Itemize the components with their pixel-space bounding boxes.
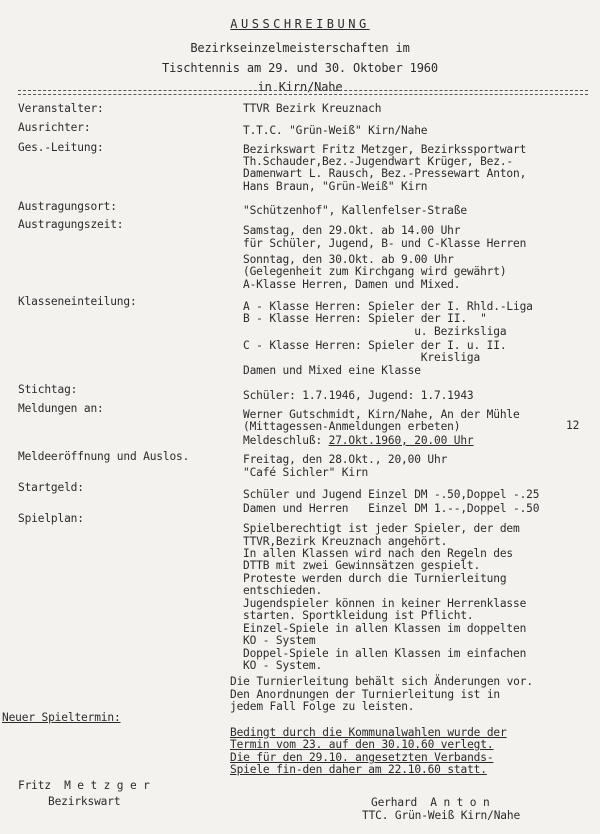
document-title: AUSSCHREIBUNG bbox=[230, 17, 370, 31]
neuer-termin-line: Bedingt durch die Kommunalwahlen wurde der bbox=[230, 726, 507, 739]
field-value-ort: "Schützenhof", Kallenfelser-Straße bbox=[243, 204, 467, 217]
field-label-klassen: Klasseneinteilung: bbox=[18, 295, 137, 308]
header-line-2: Tischtennis am 29. und 30. Oktober 1960 bbox=[162, 61, 438, 75]
klassen-line: Damen und Mixed eine Klasse bbox=[243, 364, 421, 377]
startgeld-line: Schüler und Jugend Einzel DM -.50,Doppel -.25 bbox=[243, 488, 540, 501]
leitung-line: Th.Schauder,Bez.-Jugendwart Krüger, Bez.- bbox=[243, 155, 514, 168]
field-label-veranstalter: Veranstalter: bbox=[18, 102, 104, 115]
klassen-line: Kreisliga bbox=[243, 351, 481, 364]
zeit-line: für Schüler, Jugend, B- und C-Klasse Herren bbox=[243, 237, 527, 250]
header-line-3: in Kirn/Nahe bbox=[257, 80, 343, 94]
spielplan-line: Spielberechtigt ist jeder Spieler, der dem bbox=[243, 522, 520, 535]
klassen-line: u. Bezirksliga bbox=[243, 325, 507, 338]
meldeschluss-line bbox=[243, 435, 474, 447]
signature-right-role: TTC. Grün-Weiß Kirn/Nahe bbox=[362, 809, 521, 822]
startgeld-line: Damen und Herren Einzel DM 1.--,Doppel -.50 bbox=[243, 502, 540, 515]
field-label-stichtag: Stichtag: bbox=[18, 383, 78, 396]
field-label-auslosung: Meldeeröffnung und Auslos. bbox=[18, 450, 190, 463]
auslosung-line: Freitag, den 28.Okt., 20,00 Uhr bbox=[243, 453, 448, 466]
spielplan-line: Doppel-Spiele in allen Klassen im einfachen bbox=[243, 647, 527, 660]
field-value-ausrichter: T.T.C. "Grün-Weiß" Kirn/Nahe bbox=[243, 124, 428, 137]
zeit-line: Sonntag, den 30.Okt. ab 9.00 Uhr bbox=[243, 253, 454, 266]
header-line-1: Bezirkseinzelmeisterschaften im bbox=[190, 41, 410, 55]
spielplan-line: Proteste werden durch die Turnierleitung bbox=[243, 572, 507, 585]
klassen-line: B - Klasse Herren: Spieler der II. " bbox=[243, 312, 487, 325]
neuer-termin-line: Termin vom 23. auf den 30.10.60 verlegt. bbox=[230, 738, 494, 751]
field-value-stichtag: Schüler: 1.7.1946, Jugend: 1.7.1943 bbox=[243, 389, 474, 402]
header-divider-2 bbox=[18, 94, 588, 95]
spielplan-line: starten. Sportkleidung ist Pflicht. bbox=[243, 609, 474, 622]
spielplan-line: DTTB mit zwei Gewinnsätzen gespielt. bbox=[243, 559, 481, 572]
spielplan-line: In allen Klassen wird nach den Regeln des bbox=[243, 547, 514, 560]
field-value-veranstalter: TTVR Bezirk Kreuznach bbox=[243, 102, 382, 115]
zeit-line: (Gelegenheit zum Kirchgang wird gewährt) bbox=[243, 265, 507, 278]
spielplan-line: Einzel-Spiele in allen Klassen im doppelten bbox=[243, 622, 527, 635]
field-label-ausrichter: Ausrichter: bbox=[18, 121, 91, 134]
field-label-leitung: Ges.-Leitung: bbox=[18, 141, 104, 154]
field-label-zeit: Austragungszeit: bbox=[18, 218, 124, 231]
signature-right-name: Gerhard A n t o n bbox=[371, 796, 490, 809]
leitung-line: Hans Braun, "Grün-Weiß" Kirn bbox=[243, 180, 428, 193]
spielplan-line: Die Turnierleitung behält sich Änderungen vor. bbox=[230, 675, 533, 688]
field-label-ort: Austragungsort: bbox=[18, 200, 117, 213]
meldeschluss-label: Meldeschluß: bbox=[243, 434, 329, 447]
leitung-line: Damenwart L. Rausch, Bez.-Pressewart Anton, bbox=[243, 167, 527, 180]
signature-left-name: Fritz M e t z g e r bbox=[18, 779, 150, 792]
leitung-line: Bezirkswart Fritz Metzger, Bezirkssportwart bbox=[243, 143, 527, 156]
klassen-line: C - Klasse Herren: Spieler der I. u. II. bbox=[243, 339, 507, 352]
auslosung-line: "Café Sichler" Kirn bbox=[243, 466, 369, 479]
meldeschluss-date: 27.Okt.1960, 20.00 Uhr bbox=[328, 434, 474, 447]
spielplan-line: Jugendspieler können in keiner Herrenklasse bbox=[243, 597, 527, 610]
meldungen-note: (Mittagessen-Anmeldungen erbeten) bbox=[243, 420, 461, 433]
klassen-line: A - Klasse Herren: Spieler der I. Rhld.-Liga bbox=[243, 300, 533, 313]
field-label-spielplan: Spielplan: bbox=[18, 512, 84, 525]
meldungen-address-suffix: 12 bbox=[566, 419, 580, 432]
spielplan-line: jedem Fall Folge zu leisten. bbox=[230, 700, 415, 713]
neuer-termin-line: Spiele fin-den daher am 22.10.60 statt. bbox=[230, 763, 487, 776]
spielplan-line: KO - System. bbox=[243, 659, 323, 672]
spielplan-line: Den Anordnungen der Turnierleitung ist in bbox=[230, 688, 501, 701]
signature-left-role: Bezirkswart bbox=[48, 795, 121, 808]
spielplan-line: TTVR,Bezirk Kreuznach angehört. bbox=[243, 535, 448, 548]
spielplan-line: entschieden. bbox=[243, 584, 323, 597]
neuer-termin-line: Die für den 29.10. angesetzten Verbands- bbox=[230, 751, 494, 764]
field-label-meldungen: Meldungen an: bbox=[18, 402, 104, 415]
header-divider-1 bbox=[18, 90, 588, 91]
spielplan-line: KO - System bbox=[243, 634, 316, 647]
zeit-line: Samstag, den 29.Okt. ab 14.00 Uhr bbox=[243, 224, 461, 237]
field-label-neuer-termin: Neuer Spieltermin: bbox=[2, 711, 121, 724]
meldungen-address: Werner Gutschmidt, Kirn/Nahe, An der Mühle bbox=[243, 408, 520, 421]
zeit-line: A-Klasse Herren, Damen und Mixed. bbox=[243, 278, 461, 291]
field-label-startgeld: Startgeld: bbox=[18, 481, 84, 494]
